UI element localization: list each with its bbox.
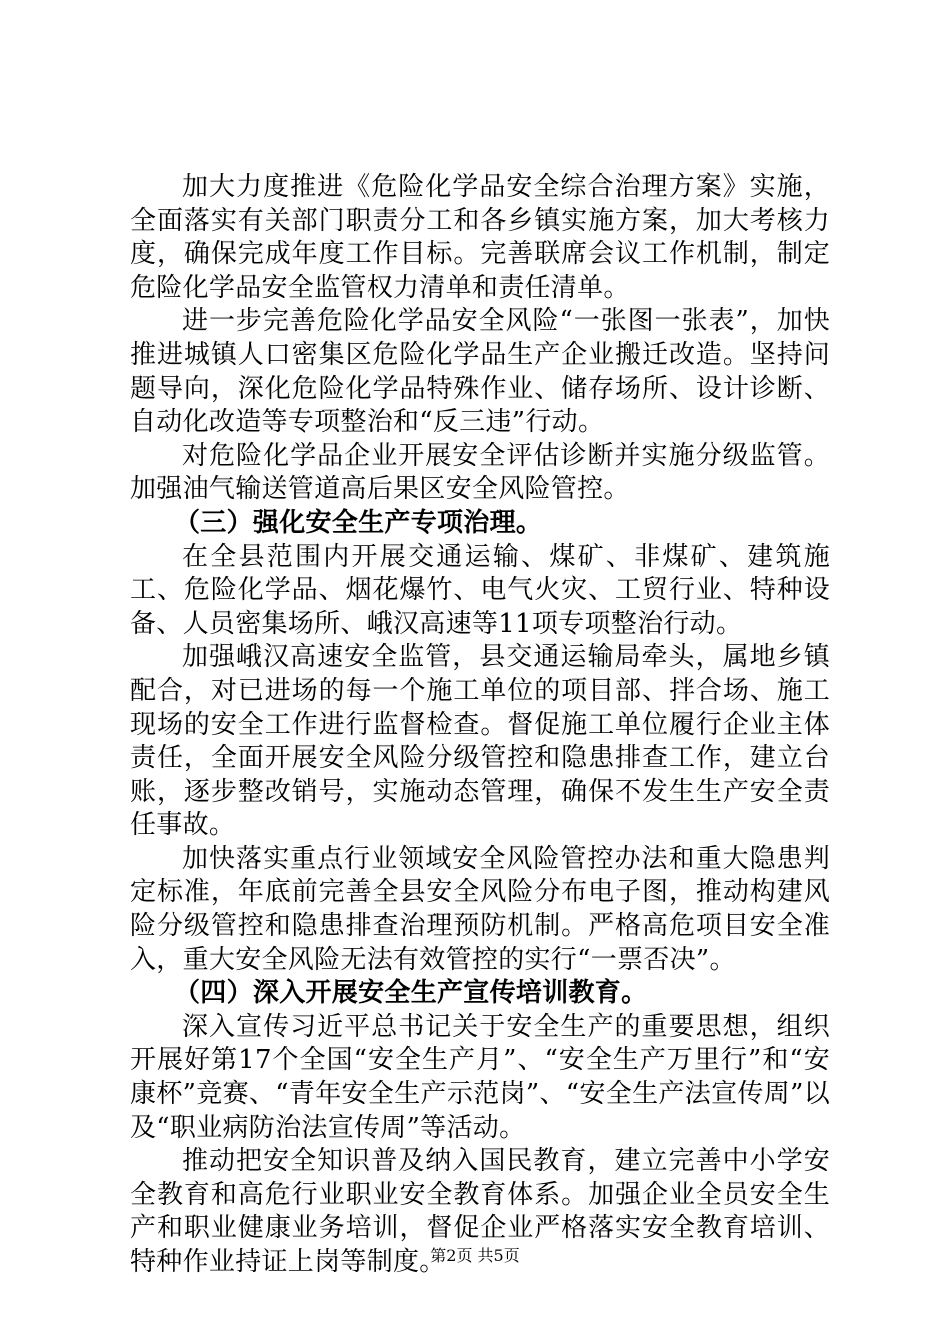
paragraph: 在全县范围内开展交通运输、煤矿、非煤矿、建筑施工、危险化学品、烟花爆竹、电气火灾、工贸行业、特种设备、人员密集场所、峨汉高速等11项专项整治行动。 [130,541,830,639]
document-body [130,171,830,1280]
paragraph: 加强峨汉高速安全监管，县交通运输局牵头，属地乡镇配合，对已进场的每一个施工单位的项目部、拌合场、施工现场的安全工作进行监督检查。督促施工单位履行企业主体责任，全面开展安全风险分级管控和隐患排查工作，建立台账，逐步整改销号，实施动态管理，确保不发生生产安全责任事故。 [130,642,830,841]
section-heading: （三）强化安全生产专项治理。 [174,507,543,538]
paragraph: 深入宣传习近平总书记关于安全生产的重要思想，组织开展好第17个全国“安全生产月”、“安全生产万里行”和“安康杯”竞赛、“青年安全生产示范岗”、“安全生产法宣传周”以及“职业病防治法宣传周”等活动。 [130,1011,830,1143]
section-heading: （四）深入开展安全生产宣传培训教育。 [174,978,648,1009]
paragraph: 推动把安全知识普及纳入国民教育，建立完善中小学安全教育和高危行业职业安全教育体系。加强企业全员安全生产和职业健康业务培训，督促企业严格落实安全教育培训、特种作业持证上岗等制度。 [130,1146,830,1277]
page-number: 第2页 共5页 [430,1246,520,1265]
paragraph: 加大力度推进《危险化学品安全综合治理方案》实施，全面落实有关部门职责分工和各乡镇实施方案，加大考核力度，确保完成年度工作目标。完善联席会议工作机制，制定危险化学品安全监管权力清单和责任清单。 [130,172,830,303]
paragraph: 对危险化学品企业开展安全评估诊断并实施分级监管。加强油气输送管道高后果区安全风险管控。 [130,440,830,505]
paragraph: 进一步完善危险化学品安全风险“一张图一张表”，加快推进城镇人口密集区危险化学品生产企业搬迁改造。坚持问题导向，深化危险化学品特殊作业、储存场所、设计诊断、自动化改造等专项整治和“反三违”行动。 [130,306,830,438]
paragraph: 加快落实重点行业领域安全风险管控办法和重大隐患判定标准，年底前完善全县安全风险分布电子图，推动构建风险分级管控和隐患排查治理预防机制。严格高危项目安全准入，重大安全风险无法有效管控的实行“一票否决”。 [130,843,830,975]
